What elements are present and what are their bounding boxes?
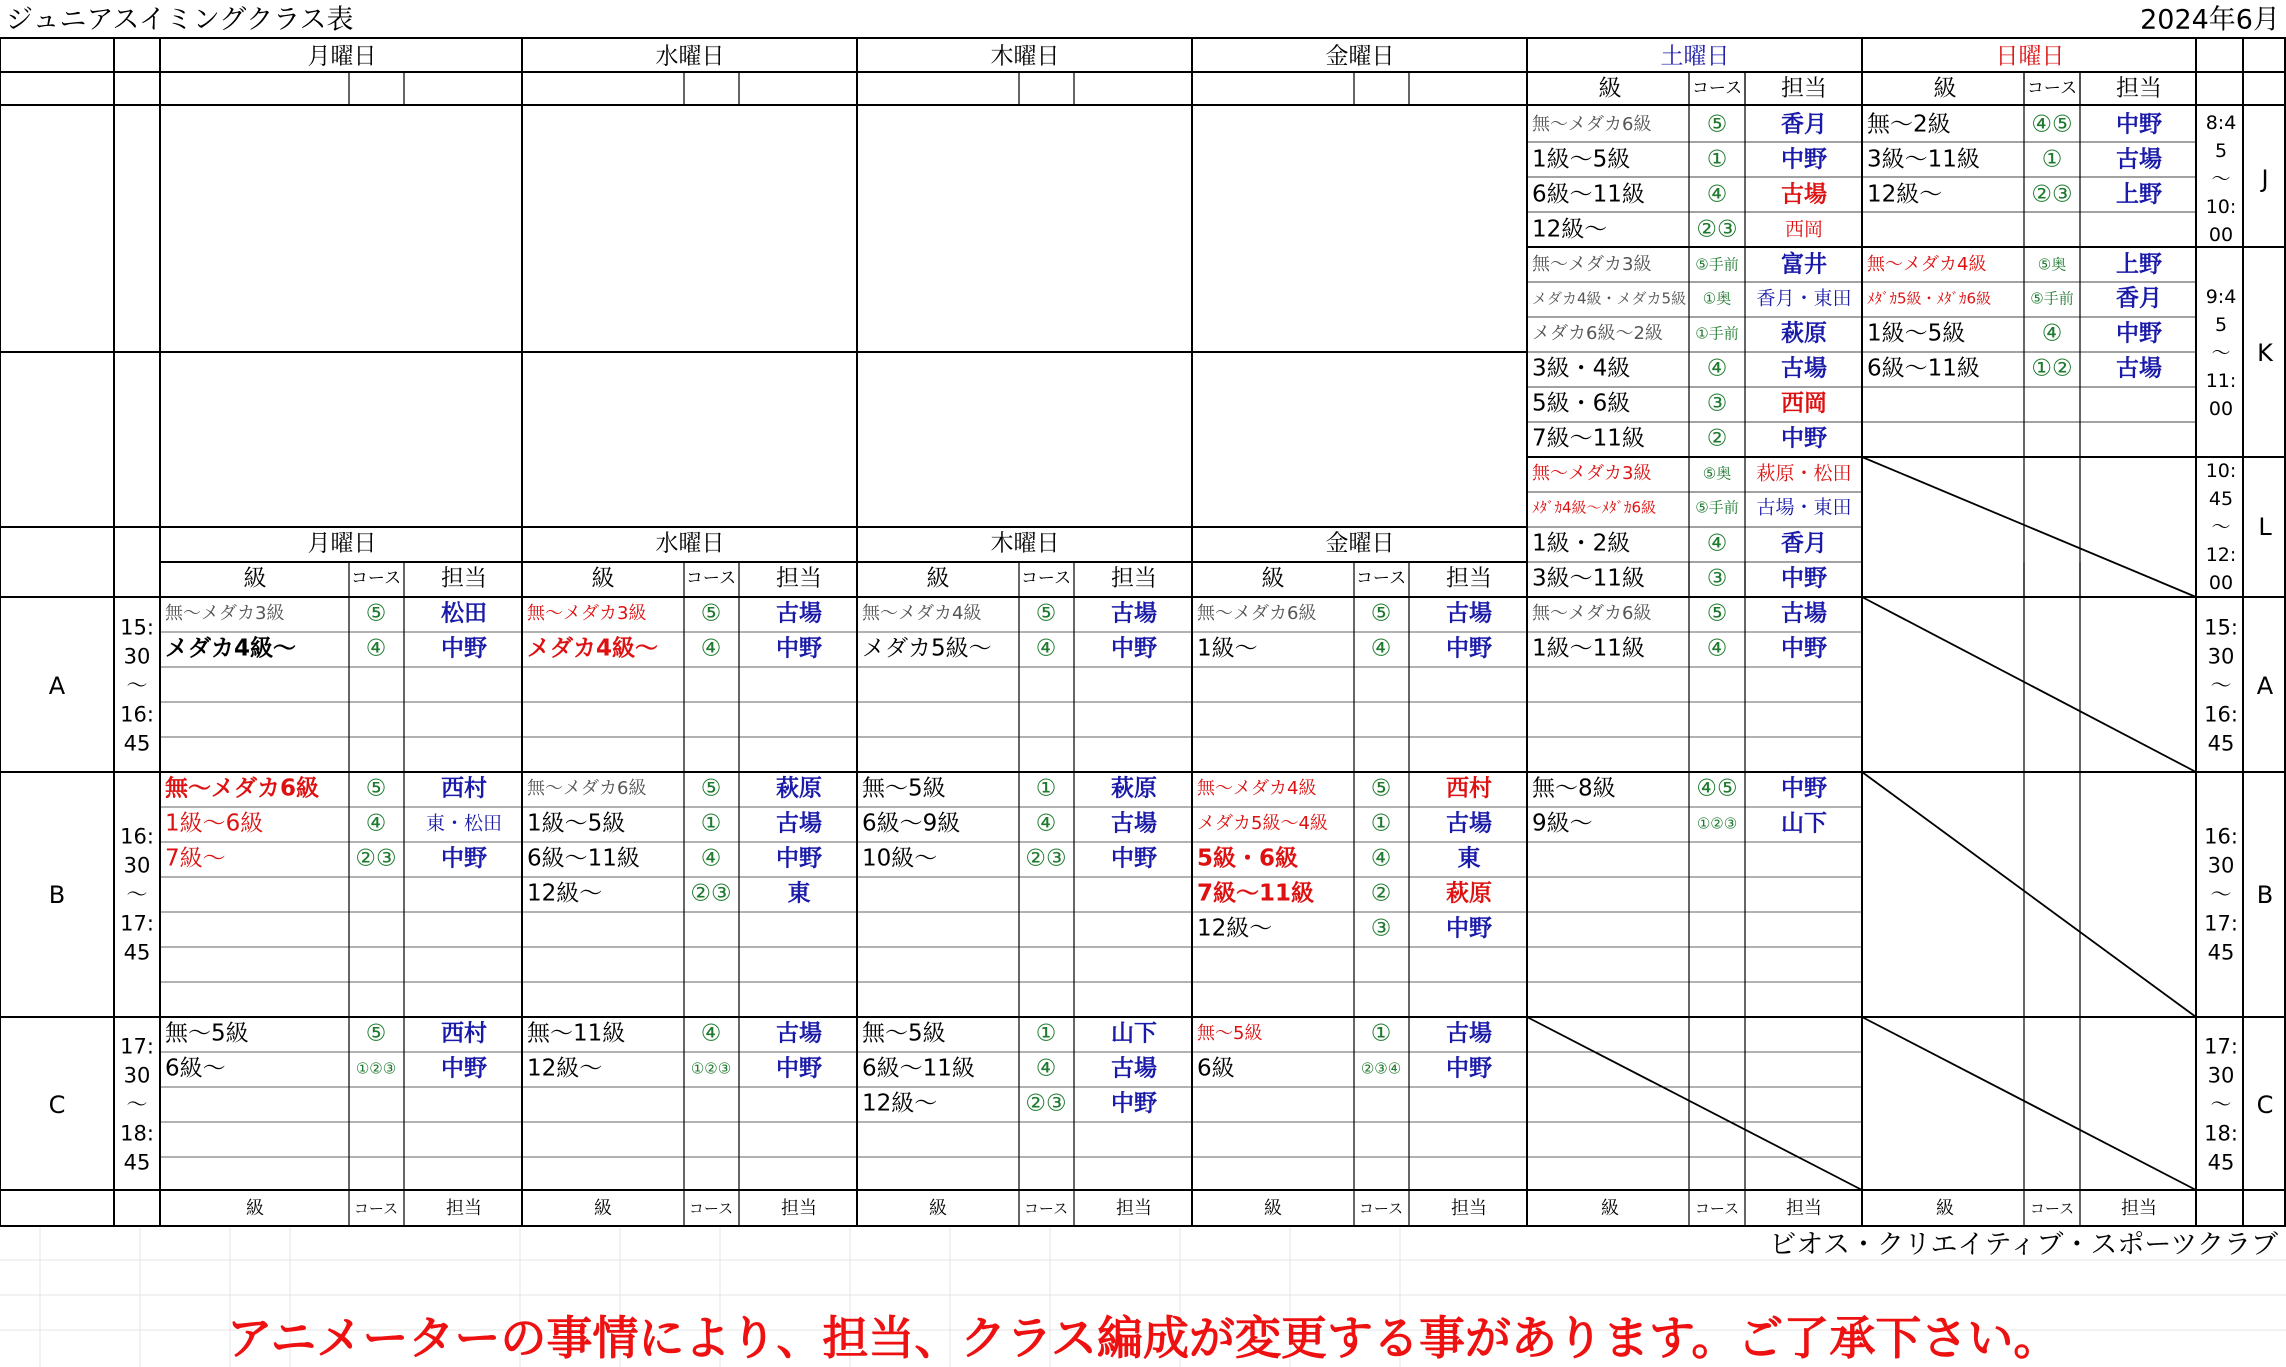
class-level: メダカ4級～ (527, 635, 659, 662)
class-level: 9級～ (1532, 810, 1593, 837)
class-staff: 中野 (1111, 635, 1157, 662)
class-level: 無～11級 (527, 1020, 626, 1047)
footer-col-staff: 担当 (2121, 1198, 2157, 1219)
class-level: 10級～ (862, 845, 938, 872)
class-level: ﾒﾀﾞｶ5級・ﾒﾀﾞｶ6級 (1867, 289, 1992, 308)
class-staff: 古場 (1111, 600, 1157, 627)
day-header-mon: 月曜日 (307, 43, 377, 70)
footer-col-level: 級 (246, 1198, 264, 1219)
class-level: 5級・6級 (1197, 845, 1299, 872)
class-course: ④ (1035, 635, 1057, 662)
class-course: ① (2041, 146, 2063, 173)
col-header-course: コース (1691, 78, 1743, 99)
class-level: 1級～5級 (1867, 320, 1966, 347)
class-course: ④⑤ (1696, 775, 1738, 802)
class-level: 6級～9級 (862, 810, 961, 837)
class-staff: 西村 (441, 775, 487, 802)
col-header-course: コース (350, 568, 402, 589)
class-level: メダカ4級～ (165, 635, 297, 662)
slot-label-c: C (2256, 1091, 2274, 1119)
class-staff: 西岡 (1781, 390, 1827, 417)
class-staff: 中野 (1446, 635, 1492, 662)
class-course: ②③ (1025, 845, 1067, 872)
class-course: ② (1706, 425, 1728, 452)
class-level: 無～5級 (1197, 1023, 1263, 1044)
class-course: ① (1706, 146, 1728, 173)
class-course: ②③ (355, 845, 397, 872)
footer-col-course: コース (1694, 1199, 1740, 1218)
time-slot-j: 8:4 5 ～ 10: 00 (2205, 112, 2237, 246)
time-slot-b: 16: 30 ～ 17: 45 (2204, 824, 2238, 965)
class-level: 7級～ (165, 845, 226, 872)
class-course: ① (700, 810, 722, 837)
class-level: 無～メダカ6級 (165, 775, 320, 802)
class-course: ① (1035, 1020, 1057, 1047)
footer-col-staff: 担当 (1786, 1198, 1822, 1219)
class-level: 無～メダカ3級 (1532, 254, 1652, 275)
day-header-wed: 水曜日 (655, 530, 725, 557)
class-course: ④ (1035, 810, 1057, 837)
slot-label-a: A (2256, 672, 2274, 700)
class-course: ②③ (1025, 1090, 1067, 1117)
class-staff: 富井 (1781, 251, 1827, 278)
class-course: ②③ (1696, 216, 1738, 243)
class-staff: 中野 (776, 635, 822, 662)
time-slot-c: 17: 30 ～ 18: 45 (2204, 1034, 2238, 1175)
class-staff: 香月 (1781, 111, 1827, 138)
class-course: ⑤ (1370, 600, 1392, 627)
class-level: 12級～ (1532, 216, 1608, 243)
class-level: ﾒﾀﾞｶ4級～ﾒﾀﾞｶ6級 (1532, 498, 1657, 517)
class-staff: 中野 (2116, 111, 2162, 138)
footer-col-staff: 担当 (781, 1198, 817, 1219)
class-course: ①② (2031, 355, 2073, 382)
class-staff: 古場 (776, 600, 822, 627)
footer-col-course: コース (1023, 1199, 1069, 1218)
slot-label-b: B (2256, 881, 2274, 909)
class-course: ⑤ (1706, 600, 1728, 627)
class-level: 12級～ (862, 1090, 938, 1117)
class-course: ⑤ (365, 1020, 387, 1047)
class-course: ⑤手前 (1695, 255, 1739, 274)
class-staff: 萩原 (776, 775, 822, 802)
class-course: ⑤ (1035, 600, 1057, 627)
class-level: 6級～11級 (1867, 355, 1980, 382)
footer-col-level: 級 (1936, 1198, 1954, 1219)
class-staff: 香月・東田 (1756, 287, 1852, 310)
col-header-staff: 担当 (2116, 75, 2162, 102)
class-course: ①②③ (1696, 814, 1738, 833)
class-level: 無～メダカ6級 (527, 778, 647, 799)
time-slot-b: 16: 30 ～ 17: 45 (120, 824, 154, 965)
class-staff: 中野 (1781, 425, 1827, 452)
class-course: ③ (1370, 915, 1392, 942)
footer-col-course: コース (2029, 1199, 2075, 1218)
day-header-thu: 木曜日 (990, 530, 1060, 557)
class-staff: 中野 (1111, 1090, 1157, 1117)
footer-col-staff: 担当 (446, 1198, 482, 1219)
class-staff: 東・松田 (425, 812, 503, 835)
class-staff: 古場 (1781, 181, 1827, 208)
class-course: ④⑤ (2031, 111, 2073, 138)
class-course: ⑤手前 (1695, 498, 1739, 517)
class-course: ④ (1370, 845, 1392, 872)
col-header-level: 級 (1598, 75, 1622, 102)
class-course: ②③④ (1360, 1059, 1402, 1078)
class-level: メダカ5級～4級 (1197, 813, 1328, 834)
class-course: ④ (1035, 1055, 1057, 1082)
slot-label-b: B (48, 881, 66, 909)
class-course: ① (1370, 810, 1392, 837)
class-staff: 中野 (441, 1055, 487, 1082)
class-course: ④ (1370, 635, 1392, 662)
day-header-sat: 土曜日 (1660, 43, 1730, 70)
class-course: ④ (1706, 181, 1728, 208)
class-level: 12級～ (1197, 915, 1273, 942)
day-header-fri: 金曜日 (1325, 43, 1395, 70)
col-header-level: 級 (1261, 565, 1285, 592)
col-header-level: 級 (591, 565, 615, 592)
class-course: ④ (1706, 635, 1728, 662)
footer-col-level: 級 (929, 1198, 947, 1219)
class-staff: 古場 (1446, 1020, 1492, 1047)
day-header-wed: 水曜日 (655, 43, 725, 70)
footer-col-course: コース (688, 1199, 734, 1218)
footer-col-course: コース (353, 1199, 399, 1218)
class-staff: 中野 (1781, 146, 1827, 173)
col-header-course: コース (1020, 568, 1072, 589)
col-header-level: 級 (1933, 75, 1957, 102)
class-staff: 萩原 (1781, 320, 1827, 347)
class-course: ②③ (2031, 181, 2073, 208)
col-header-course: コース (685, 568, 737, 589)
class-course: ①②③ (690, 1059, 732, 1078)
class-course: ①奥 (1702, 289, 1732, 308)
class-staff: 萩原 (1111, 775, 1157, 802)
footer-col-level: 級 (594, 1198, 612, 1219)
col-header-level: 級 (926, 565, 950, 592)
class-course: ④ (1706, 530, 1728, 557)
slot-label-c: C (48, 1091, 66, 1119)
class-course: ⑤手前 (2030, 289, 2074, 308)
class-staff: 中野 (441, 845, 487, 872)
class-course: ① (1370, 1020, 1392, 1047)
class-staff: 古場 (1781, 355, 1827, 382)
slot-label-k: K (2257, 339, 2273, 367)
class-course: ④ (2041, 320, 2063, 347)
class-course: ⑤ (365, 600, 387, 627)
class-course: ⑤ (365, 775, 387, 802)
time-slot-l: 10: 45 ～ 12: 00 (2205, 460, 2237, 594)
class-level: 1級～5級 (527, 810, 626, 837)
class-level: 無～5級 (862, 775, 946, 802)
class-course: ④ (1706, 355, 1728, 382)
class-staff: 西村 (1446, 775, 1492, 802)
class-staff: 萩原 (1446, 880, 1492, 907)
class-level: 5級・6級 (1532, 390, 1631, 417)
class-level: 6級～11級 (1532, 181, 1645, 208)
class-level: 3級～11級 (1867, 146, 1980, 173)
slot-label-a: A (48, 672, 66, 700)
class-staff: 山下 (1111, 1020, 1157, 1047)
class-course: ② (1370, 880, 1392, 907)
class-level: 6級～11級 (862, 1055, 975, 1082)
footer-col-course: コース (1358, 1199, 1404, 1218)
class-staff: 古場・東田 (1756, 496, 1852, 519)
class-level: 無～メダカ3級 (165, 603, 285, 624)
class-level: 7級～11級 (1532, 425, 1645, 452)
class-staff: 古場 (1446, 810, 1492, 837)
class-course: ④ (700, 1020, 722, 1047)
class-staff: 東 (787, 880, 811, 907)
class-level: 無～メダカ4級 (1867, 254, 1987, 275)
class-level: 1級～5級 (1532, 146, 1631, 173)
class-staff: 古場 (1446, 600, 1492, 627)
class-level: 1級・2級 (1532, 530, 1631, 557)
class-level: 12級～ (527, 880, 603, 907)
class-level: 6級～ (165, 1055, 226, 1082)
col-header-staff: 担当 (1446, 565, 1492, 592)
class-staff: 中野 (1446, 915, 1492, 942)
class-course: ③ (1706, 565, 1728, 592)
class-level: 12級～ (527, 1055, 603, 1082)
class-level: 無～メダカ3級 (527, 603, 647, 624)
col-header-staff: 担当 (1781, 75, 1827, 102)
class-staff: 古場 (776, 810, 822, 837)
class-course: ④ (700, 635, 722, 662)
day-header-sun: 日曜日 (1995, 43, 2065, 70)
slot-label-j: J (2261, 165, 2269, 193)
class-staff: 香月 (2116, 285, 2162, 312)
class-level: 無～メダカ6級 (1532, 603, 1652, 624)
class-staff: 松田 (441, 600, 487, 627)
time-slot-k: 9:4 5 ～ 11: 00 (2205, 286, 2237, 420)
class-staff: 古場 (1111, 810, 1157, 837)
class-staff: 上野 (2116, 181, 2162, 208)
col-header-course: コース (2026, 78, 2078, 99)
class-staff: 山下 (1781, 810, 1827, 837)
club-name: ビオス・クリエイティブ・スポーツクラブ (1769, 1229, 2278, 1261)
class-level: 6級 (1197, 1055, 1235, 1082)
col-header-level: 級 (243, 565, 267, 592)
class-staff: 古場 (1111, 1055, 1157, 1082)
day-header-thu: 木曜日 (990, 43, 1060, 70)
class-course: ①手前 (1695, 324, 1739, 343)
notice-text: アニメーターの事情により、担当、クラス編成が変更する事があります。ご了承下さい。 (226, 1311, 2060, 1365)
schedule-date: 2024年6月 (2140, 4, 2280, 36)
class-level: 3級～11級 (1532, 565, 1645, 592)
class-level: 1級～11級 (1532, 635, 1645, 662)
class-level: 無～メダカ3級 (1532, 463, 1652, 484)
class-level: 3級・4級 (1532, 355, 1631, 382)
class-level: 無～5級 (165, 1020, 249, 1047)
col-header-course: コース (1355, 568, 1407, 589)
class-course: ⑤ (1370, 775, 1392, 802)
class-level: 無～メダカ4級 (1197, 778, 1317, 799)
class-level: 6級～11級 (527, 845, 640, 872)
class-staff: 中野 (1781, 635, 1827, 662)
footer-col-staff: 担当 (1451, 1198, 1487, 1219)
class-staff: 西岡 (1784, 218, 1824, 241)
class-level: 7級～11級 (1197, 880, 1315, 907)
slot-label-l: L (2258, 513, 2272, 541)
time-slot-c: 17: 30 ～ 18: 45 (120, 1034, 154, 1175)
class-course: ⑤ (700, 775, 722, 802)
class-staff: 中野 (2116, 320, 2162, 347)
page-title: ジュニアスイミングクラス表 (6, 4, 354, 36)
class-course: ④ (365, 635, 387, 662)
col-header-staff: 担当 (776, 565, 822, 592)
day-header-fri: 金曜日 (1325, 530, 1395, 557)
class-course: ③ (1706, 390, 1728, 417)
class-level: メダカ6級～2級 (1532, 323, 1663, 344)
class-staff: 中野 (776, 1055, 822, 1082)
footer-col-level: 級 (1264, 1198, 1282, 1219)
class-staff: 東 (1457, 845, 1481, 872)
class-staff: 古場 (2116, 146, 2162, 173)
class-course: ⑤奥 (1702, 464, 1732, 483)
class-level: 1級～6級 (165, 810, 264, 837)
class-staff: 西村 (441, 1020, 487, 1047)
footer-col-level: 級 (1601, 1198, 1619, 1219)
footer-col-staff: 担当 (1116, 1198, 1152, 1219)
class-level: 12級～ (1867, 181, 1943, 208)
class-course: ②③ (690, 880, 732, 907)
day-header-mon: 月曜日 (307, 530, 377, 557)
class-level: 無～メダカ6級 (1532, 114, 1652, 135)
class-course: ⑤奥 (2037, 255, 2067, 274)
col-header-staff: 担当 (441, 565, 487, 592)
class-course: ④ (700, 845, 722, 872)
class-staff: 中野 (1446, 1055, 1492, 1082)
class-course: ① (1035, 775, 1057, 802)
class-level: 無～5級 (862, 1020, 946, 1047)
class-level: 無～2級 (1867, 111, 1951, 138)
class-level: メダカ4級・メダカ5級 (1532, 289, 1687, 308)
class-staff: 中野 (1781, 775, 1827, 802)
class-level: メダカ5級～ (862, 635, 992, 662)
class-level: 無～8級 (1532, 775, 1616, 802)
time-slot-a: 15: 30 ～ 16: 45 (120, 615, 154, 756)
class-course: ④ (365, 810, 387, 837)
class-staff: 古場 (2116, 355, 2162, 382)
class-staff: 中野 (1111, 845, 1157, 872)
class-staff: 古場 (776, 1020, 822, 1047)
class-staff: 中野 (776, 845, 822, 872)
class-course: ⑤ (1706, 111, 1728, 138)
class-level: 無～メダカ4級 (862, 603, 982, 624)
class-staff: 中野 (1781, 565, 1827, 592)
class-staff: 中野 (441, 635, 487, 662)
class-staff: 香月 (1781, 530, 1827, 557)
class-course: ⑤ (700, 600, 722, 627)
class-level: 1級～ (1197, 635, 1258, 662)
class-staff: 萩原・松田 (1756, 462, 1852, 485)
class-course: ①②③ (355, 1059, 397, 1078)
class-staff: 古場 (1781, 600, 1827, 627)
time-slot-a: 15: 30 ～ 16: 45 (2204, 615, 2238, 756)
class-staff: 上野 (2116, 251, 2162, 278)
class-level: 無～メダカ6級 (1197, 603, 1317, 624)
col-header-staff: 担当 (1111, 565, 1157, 592)
